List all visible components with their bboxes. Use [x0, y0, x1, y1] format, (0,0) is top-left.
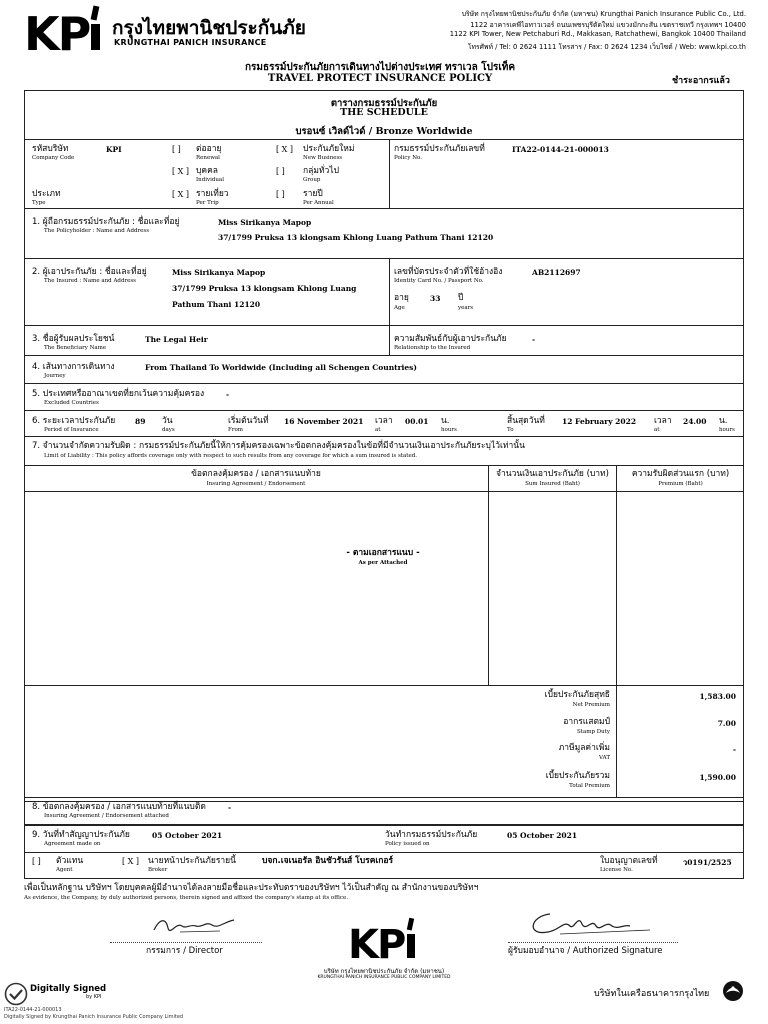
- divider: [24, 258, 744, 259]
- new-business-checkbox: [ X ]: [276, 145, 294, 154]
- id-card-label-en: Identity Card No. / Passport No.: [394, 278, 484, 284]
- policy-number: ITA22-0144-21-000013: [512, 145, 609, 154]
- beneficiary-label-en: The Beneficiary Name: [44, 345, 107, 351]
- to-hours-label: น.: [719, 416, 728, 426]
- divider: [24, 491, 744, 492]
- per-annual-label-en: Per Annual: [303, 200, 334, 206]
- period-days: 89: [135, 417, 146, 426]
- company-name-en: KRUNGTHAI PANICH INSURANCE: [114, 38, 267, 47]
- per-trip-checkbox: [ X ]: [172, 190, 190, 199]
- per-annual-checkbox: [ ]: [276, 190, 285, 199]
- schedule-title-en: THE SCHEDULE: [340, 107, 428, 118]
- company-code-label: รหัสบริษัท: [32, 144, 69, 154]
- endorsement-value: -: [228, 803, 232, 812]
- to-hours-label-en: hours: [719, 427, 735, 433]
- license-label: ใบอนุญาตเลขที่: [600, 856, 658, 866]
- divider: [389, 325, 390, 355]
- authorized-signature-icon: [520, 906, 670, 940]
- period-label: 6. ระยะเวลาประกันภัย: [32, 416, 116, 426]
- bank-group-label: บริษัทในเครือธนาคารกรุงไทย: [594, 989, 710, 999]
- individual-label: บุคคล: [196, 166, 218, 176]
- total-premium-value: 1,590.00: [699, 773, 736, 782]
- years-label: ปี: [458, 293, 464, 303]
- witness-statement: เพื่อเป็นหลักฐาน บริษัทฯ โดยบุคคลผู้มีอำนาจได้ลงลายมือชื่อและประทับตราของบริษัทฯ ไว้เป็นสำคัญ ณ สำนักงานของบริษัทฯ: [24, 883, 479, 893]
- divider: [24, 208, 744, 209]
- table-header-sum-insured-en: Sum Insured (Baht): [525, 481, 580, 487]
- kpi-logo-icon: [348, 916, 420, 962]
- insured-address-1: 37/1799 Pruksa 13 klongsam Khlong Luang: [172, 284, 357, 293]
- age-label: อายุ: [394, 293, 409, 303]
- group-checkbox: [ ]: [276, 167, 285, 176]
- vat-label: ภาษีมูลค่าเพิ่ม: [558, 743, 610, 753]
- insured-name: Miss Sirikanya Mapop: [172, 268, 266, 277]
- vat-label-en: VAT: [599, 755, 610, 761]
- divider: [24, 410, 744, 411]
- kpi-logo-icon: [24, 4, 106, 54]
- days-label-en: days: [162, 427, 175, 433]
- broker-label-en: Broker: [148, 867, 168, 873]
- policyholder-address: 37/1799 Pruksa 13 klongsam Khlong Luang Pathum Thani 12120: [218, 233, 494, 242]
- authorized-signature-line: [508, 942, 678, 943]
- footer-logo: [348, 916, 420, 962]
- type-label-en: Type: [32, 200, 46, 206]
- per-trip-label-en: Per Trip: [196, 200, 219, 206]
- journey-value: From Thailand To Worldwide (Including all Schengen Countries): [145, 363, 417, 372]
- agreement-date-label-en: Agreement made on: [44, 841, 101, 847]
- total-premium-label: เบี้ยประกันภัยรวม: [545, 771, 610, 781]
- policy-title-th: กรมธรรม์ประกันภัยการเดินทางไปต่างประเทศ ทราเวล โปรเท็ค: [244, 62, 516, 73]
- id-card-number: AB2112697: [532, 268, 581, 277]
- liability-label-en: Limit of Liability : This policy affords coverage only with respect to such results from any coverage for which a sum insured is stated.: [44, 453, 418, 459]
- group-label: กลุ่มทั่วไป: [303, 166, 340, 176]
- years-label-en: years: [458, 305, 474, 311]
- divider: [488, 465, 489, 685]
- director-signature-line: [110, 942, 262, 943]
- divider: [24, 436, 744, 437]
- issued-date-label: วันทำกรมธรรม์ประกันภัย: [385, 830, 478, 840]
- director-signature-icon: [150, 912, 240, 940]
- journey-label: 4. เส้นทางการเดินทาง: [32, 362, 115, 372]
- beneficiary-name: The Legal Heir: [145, 335, 208, 344]
- as-per-attached-en: As per Attached: [358, 560, 408, 566]
- relationship-value: -: [532, 335, 536, 344]
- footer-company-th: บริษัท กรุงไทยพานิชประกันภัย จำกัด (มหาชน): [323, 968, 445, 975]
- per-trip-label: รายเที่ยว: [196, 189, 229, 199]
- table-header-coverage: ข้อตกลงคุ้มครอง / เอกสารแนบท้าย: [191, 469, 321, 479]
- digital-signature-badge: [4, 982, 134, 1006]
- total-premium-label-en: Total Premium: [569, 783, 610, 789]
- relationship-label: ความสัมพันธ์กับผู้เอาประกันภัย: [394, 334, 507, 344]
- stamp-duty-label-en: Stamp Duty: [576, 729, 610, 735]
- group-label-en: Group: [303, 177, 321, 183]
- excluded-value: -: [226, 390, 230, 399]
- authorized-signature: [520, 906, 670, 940]
- vat-value: -: [732, 745, 736, 754]
- from-label: เริ่มต้นวันที่: [228, 416, 269, 426]
- schedule-title-th: ตารางกรมธรรม์ประกันภัย: [330, 98, 438, 109]
- divider: [24, 139, 744, 140]
- to-time: 24.00: [683, 417, 707, 426]
- company-logo: [24, 4, 106, 54]
- renewal-checkbox: [ ]: [172, 145, 181, 154]
- from-hours-label: น.: [441, 416, 450, 426]
- digital-signed-by: by KPI: [86, 994, 102, 1000]
- from-date: 16 November 2021: [284, 417, 364, 426]
- divider: [389, 139, 390, 208]
- age-label-en: Age: [394, 305, 405, 311]
- company-address-2: 1122 อาคารเคพีไอทาวเวอร์ ถนนเพชรบุรีตัดใหม่ แขวงมักกะสัน เขตราชเทวี กรุงเทพฯ 10400: [470, 21, 746, 29]
- to-date: 12 February 2022: [562, 417, 637, 426]
- from-hours-label-en: hours: [441, 427, 457, 433]
- agreement-date: 05 October 2021: [152, 831, 223, 840]
- type-label: ประเภท: [32, 189, 61, 199]
- divider: [24, 852, 744, 853]
- issued-date: 05 October 2021: [507, 831, 578, 840]
- svg-text:KP: KP: [348, 922, 405, 962]
- director-label: กรรมการ / Director: [146, 946, 223, 956]
- company-contact: โทรศัพท์ / Tel: 0 2624 1111 โทรสาร / Fax: 0 2624 1234 เว็บไซต์ / Web: www.kpi.co.th: [467, 43, 746, 51]
- issued-date-label-en: Policy issued on: [385, 841, 430, 847]
- company-address-1: บริษัท กรุงไทยพานิชประกันภัย จำกัด (มหาชน) Krungthai Panich Insurance Public Co., Ltd.: [461, 10, 746, 18]
- from-time: 00.01: [405, 417, 429, 426]
- stamp-duty-label: อากรแสตมป์: [563, 717, 610, 727]
- insured-address-2: Pathum Thani 12120: [172, 300, 261, 309]
- divider: [24, 383, 744, 384]
- company-code-label-en: Company Code: [32, 155, 75, 161]
- net-premium-value: 1,583.00: [699, 692, 736, 701]
- from-time-label: เวลา: [375, 416, 393, 426]
- endorsement-label-en: Insuring Agreement / Endorsement attached: [44, 813, 169, 819]
- agent-checkbox: [ ]: [32, 857, 41, 866]
- table-header-coverage-en: Insuring Agreement / Endorsement: [206, 481, 306, 487]
- new-business-label: ประกันภัยใหม่: [303, 144, 355, 154]
- to-time-label: เวลา: [654, 416, 672, 426]
- period-label-en: Period of Insurance: [44, 427, 99, 433]
- stamp-duty-value: 7.00: [717, 719, 736, 728]
- per-annual-label: รายปี: [303, 189, 323, 199]
- table-header-premium: ความรับผิดส่วนแรก (บาท): [631, 469, 730, 479]
- footer-reference: ITA22-0144-21-000013: [4, 1007, 62, 1013]
- liability-label: 7. จำนวนจำกัดความรับผิด : กรมธรรม์ประกันภัยนี้ให้การคุ้มครองเฉพาะข้อตกลงคุ้มครองในข้อที่มีจำนวนเงินเอาประกันภัยระบุไว้เท่านั้น: [32, 441, 525, 451]
- excluded-label-en: Excluded Countries: [44, 400, 99, 406]
- divider: [616, 465, 617, 685]
- witness-statement-en: As evidence, the Company, by duly authorized persons, therein signed and affixed the company's stamp at its office.: [24, 895, 348, 901]
- renewal-label: ต่ออายุ: [196, 144, 222, 154]
- to-time-label-en: at: [654, 427, 660, 433]
- company-code: KPI: [106, 145, 122, 154]
- divider: [616, 685, 617, 797]
- director-signature: [150, 912, 240, 940]
- agreement-date-label: 9. วันที่ทำสัญญาประกันภัย: [32, 830, 130, 840]
- agent-label-en: Agent: [56, 867, 73, 873]
- license-number: ว0191/2525: [683, 858, 732, 867]
- license-label-en: License No.: [600, 867, 633, 873]
- divider: [389, 258, 390, 325]
- divider: [24, 355, 744, 356]
- from-label-en: From: [228, 427, 243, 433]
- footer-signed-by: Digitally Signed by Krungthai Panich Insurance Public Company Limited: [4, 1014, 184, 1020]
- policyholder-name: Miss Sirikanya Mapop: [218, 218, 312, 227]
- broker-label: นายหน้าประกันภัยรายนี้: [148, 856, 236, 866]
- bird-emblem-icon: [722, 980, 744, 1002]
- plan-name: บรอนซ์ เวิลด์ไวด์ / Bronze Worldwide: [295, 126, 473, 137]
- stamp-duty-paid: ชำระอากรแล้ว: [672, 76, 730, 86]
- policy-no-label: กรมธรรม์ประกันภัยเลขที่: [394, 144, 485, 154]
- renewal-label-en: Renewal: [196, 155, 220, 161]
- id-card-label: เลขที่บัตรประจำตัวที่ใช้อ้างอิง: [394, 267, 503, 277]
- bank-logo: [722, 980, 744, 1002]
- to-label-en: To: [507, 427, 514, 433]
- table-header-premium-en: Premium (Baht): [658, 481, 703, 487]
- policyholder-label-en: The Policyholder : Name and Address: [44, 228, 150, 234]
- divider: [24, 325, 744, 326]
- table-header-sum-insured: จำนวนเงินเอาประกันภัย (บาท): [496, 469, 609, 479]
- agent-label: ตัวแทน: [56, 856, 84, 866]
- to-label: สิ้นสุดวันที่: [507, 416, 545, 426]
- footer-company-en: KRUNGTHAI PANICH INSURANCE PUBLIC COMPANY LIMITED: [317, 975, 451, 980]
- policy-title-en: TRAVEL PROTECT INSURANCE POLICY: [267, 73, 493, 84]
- journey-label-en: Journey: [44, 373, 66, 379]
- beneficiary-label: 3. ชื่อผู้รับผลประโยชน์: [32, 334, 115, 344]
- divider: [24, 465, 744, 466]
- days-label: วัน: [162, 416, 173, 426]
- svg-text:KP: KP: [24, 7, 90, 54]
- insured-label-en: The Insured : Name and Address: [44, 278, 136, 284]
- broker-name: บจก.เจเนอรัล อินชัวรันส์ โบรคเกอร์: [262, 856, 394, 866]
- insured-label: 2. ผู้เอาประกันภัย : ชื่อและที่อยู่: [32, 267, 147, 277]
- new-business-label-en: New Business: [303, 155, 343, 161]
- individual-checkbox: [ X ]: [172, 167, 190, 176]
- net-premium-label: เบี้ยประกันภัยสุทธิ: [544, 690, 610, 700]
- broker-checkbox: [ X ]: [122, 857, 140, 866]
- authorized-label: ผู้รับมอบอำนาจ / Authorized Signature: [508, 946, 663, 956]
- company-name-th: กรุงไทยพานิชประกันภัย: [112, 17, 306, 39]
- excluded-label: 5. ประเทศหรืออาณาเขตที่ยกเว้นความคุ้มครอง: [32, 389, 205, 399]
- digital-signed-label: Digitally Signed: [30, 984, 107, 994]
- net-premium-label-en: Net Premium: [572, 702, 610, 708]
- relationship-label-en: Relationship to the Insured: [394, 345, 471, 351]
- as-per-attached: - ตามเอกสารแนบ -: [346, 548, 420, 558]
- company-address-en: 1122 KPI Tower, New Petchaburi Rd., Makkasan, Ratchathewi, Bangkok 10400 Thailand: [449, 30, 746, 38]
- insured-age: 33: [430, 294, 441, 303]
- individual-label-en: Individual: [196, 177, 224, 183]
- policyholder-label: 1. ผู้ถือกรมธรรม์ประกันภัย : ชื่อและที่อยู่: [32, 217, 180, 227]
- checkmark-badge-icon: [4, 982, 28, 1006]
- policy-no-label-en: Policy No.: [394, 155, 423, 161]
- divider: [24, 685, 744, 686]
- endorsement-label: 8. ข้อตกลงคุ้มครอง / เอกสารแนบท้ายที่แนบติด: [32, 802, 206, 812]
- from-time-label-en: at: [375, 427, 381, 433]
